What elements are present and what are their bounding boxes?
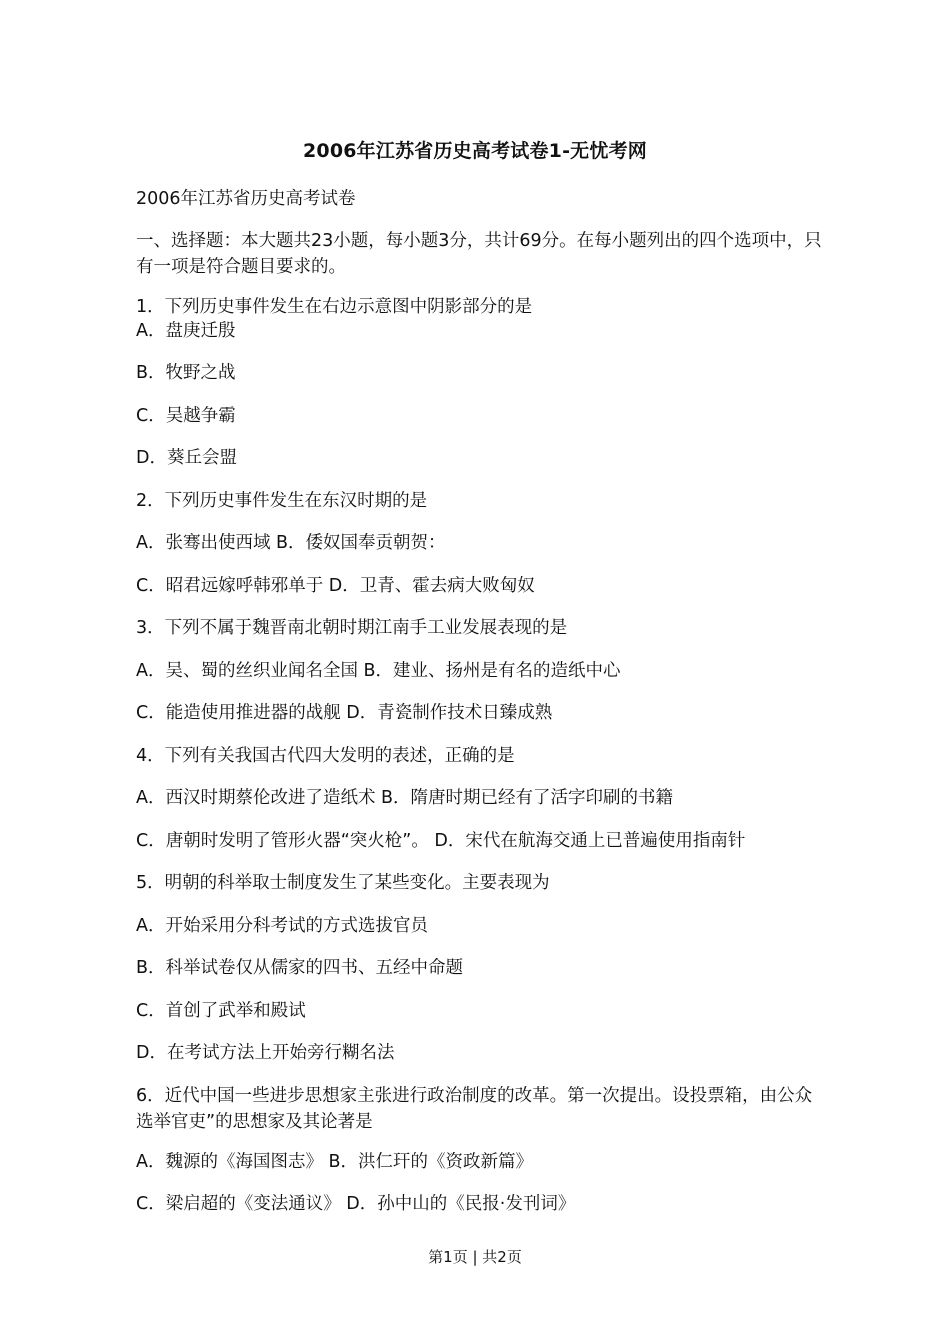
question-2-options-ab: A．张骞出使西域 B．倭奴国奉贡朝贺： bbox=[136, 533, 446, 553]
question-1-option-d: D．葵丘会盟 bbox=[136, 448, 237, 468]
question-5-option-d: D．在考试方法上开始旁行糊名法 bbox=[136, 1043, 395, 1063]
question-5-stem: 5．明朝的科举取士制度发生了某些变化。主要表现为 bbox=[136, 873, 550, 893]
question-1-option-c: C．吴越争霸 bbox=[136, 406, 236, 426]
question-3-options-ab: A．吴、蜀的丝织业闻名全国 B．建业、扬州是有名的造纸中心 bbox=[136, 661, 621, 681]
question-1-option-b: B．牧野之战 bbox=[136, 363, 236, 383]
question-1-option-a: A．盘庚迁殷 bbox=[136, 321, 236, 341]
question-5-option-a: A．开始采用分科考试的方式选拔官员 bbox=[136, 916, 428, 936]
question-2-options-cd: C．昭君远嫁呼韩邪单于 D．卫青、霍去病大败匈奴 bbox=[136, 576, 535, 596]
page-footer: 第1页 | 共2页 bbox=[428, 1248, 522, 1266]
question-6-options-cd: C．梁启超的《变法通议》 D．孙中山的《民报·发刊词》 bbox=[136, 1194, 576, 1214]
question-1-stem: 1．下列历史事件发生在右边示意图中阴影部分的是 bbox=[136, 297, 533, 317]
question-4-options-cd: C．唐朝时发明了管形火器“突火枪”。 D．宋代在航海交通上已普遍使用指南针 bbox=[136, 831, 746, 851]
question-3-options-cd: C．能造使用推进器的战舰 D．青瓷制作技术日臻成熟 bbox=[136, 703, 553, 723]
document-subtitle: 2006年江苏省历史高考试卷 bbox=[136, 189, 356, 209]
document-title: 2006年江苏省历史高考试卷1-无忧考网 bbox=[303, 140, 647, 162]
question-5-option-c: C．首创了武举和殿试 bbox=[136, 1001, 306, 1021]
question-3-stem: 3．下列不属于魏晋南北朝时期江南手工业发展表现的是 bbox=[136, 618, 568, 638]
question-2-stem: 2．下列历史事件发生在东汉时期的是 bbox=[136, 491, 428, 511]
question-5-option-b: B．科举试卷仅从儒家的四书、五经中命题 bbox=[136, 958, 464, 978]
question-6-options-ab: A．魏源的《海国图志》 B．洪仁玕的《资政新篇》 bbox=[136, 1152, 534, 1172]
section-instructions: 一、选择题：本大题共23小题，每小题3分，共计69分。在每小题列出的四个选项中，只有一项是符合题目要求的。 bbox=[136, 231, 822, 277]
question-4-stem: 4．下列有关我国古代四大发明的表述，正确的是 bbox=[136, 746, 515, 766]
question-6-stem: 6．近代中国一些进步思想家主张进行政治制度的改革。第一次提出。设投票箱，由公众选举官吏”的思想家及其论著是 bbox=[136, 1086, 813, 1132]
question-4-options-ab: A．西汉时期蔡伦改进了造纸术 B．隋唐时期已经有了活字印刷的书籍 bbox=[136, 788, 674, 808]
